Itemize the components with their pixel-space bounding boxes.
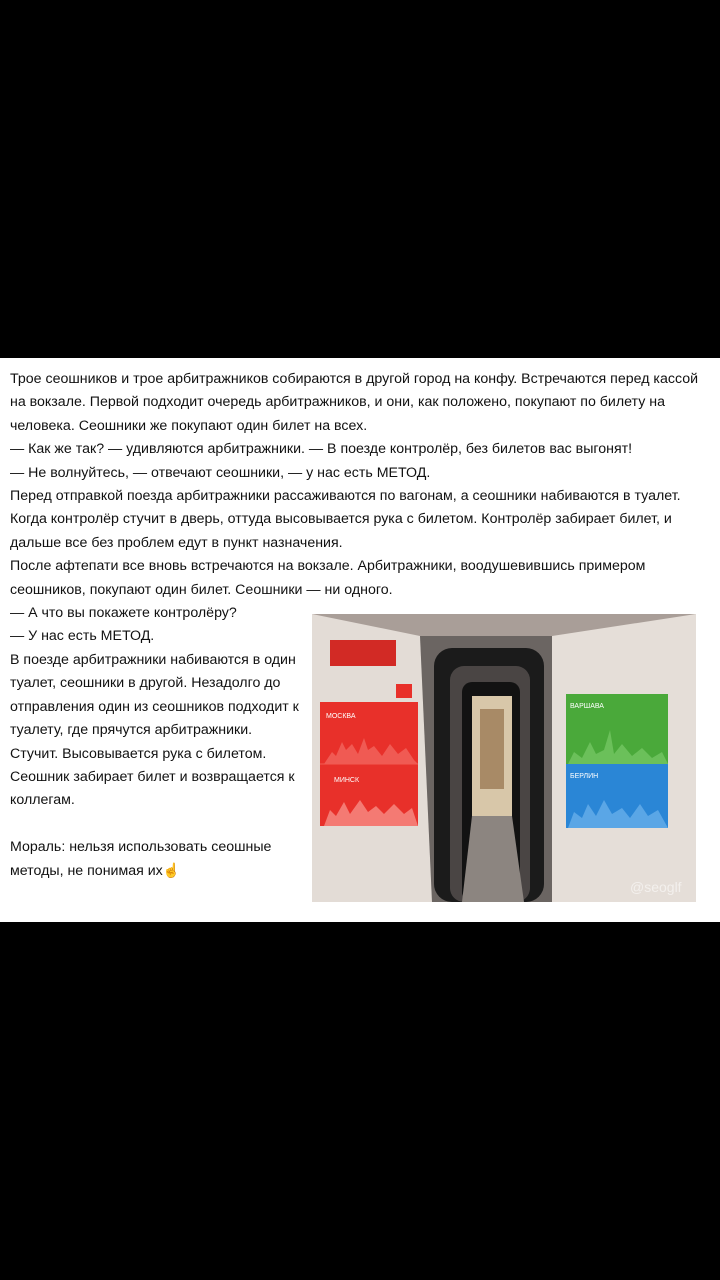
paragraph-return: После афтепати все вновь встречаются на вокзале. Арбитражники, воодушевившись примером сеошников, покупают один билет. Сеошники — ни одного. <box>10 558 646 598</box>
train-corridor-image <box>312 614 696 902</box>
post-text-column <box>10 649 302 884</box>
dialog-line-1: — Как же так? — удивляются арбитражники. — В поезде контролёр, без билетов вас выгонят! <box>10 441 633 458</box>
dialog-line-2: — Не волнуйтесь, — отвечают сеошники, — у нас есть МЕТОД. <box>10 464 431 481</box>
watermark: @seoglf <box>630 879 682 895</box>
train-photo <box>312 614 696 902</box>
paragraph-intro: Трое сеошников и трое арбитражников собираются в другой город на конфу. Встречаются перед кассой на вокзале. Первой подходит очередь арбитражников, и они, как положено, покупают по билету на человека. Сеошники же покупают один билет на всех. <box>10 371 699 434</box>
dialog-line-4: — У нас есть МЕТОД. <box>10 628 155 645</box>
paragraph-train: Перед отправкой поезда арбитражники рассаживаются по вагонам, а сеошники набиваются в туалет. Когда контролёр стучит в дверь, оттуда высовывается рука с билетом. Контролёр забирает билет, и дальше все без проблем едут в пункт назначения. <box>10 488 681 551</box>
city-label-moscow: МОСКВА <box>326 713 356 720</box>
paragraph-ending: В поезде арбитражники набиваются в один туалет, сеошники в другой. Незадолго до отправления один из сеошников подходит к туалету, где прячутся арбитражники. Стучит. Высовывается рука с билетом. Сеошник забирает билет и возвращается к коллегам. <box>10 652 299 809</box>
post-card <box>0 358 720 922</box>
city-label-minsk: МИНСК <box>334 777 360 784</box>
paragraph-moral <box>10 836 302 884</box>
moral-text: Мораль: нельзя использовать сеошные методы, не понимая их <box>10 838 272 880</box>
post-text-full-width <box>10 368 715 649</box>
dialog-line-3: — А что вы покажете контролёру? <box>10 605 237 622</box>
pointing-hand-icon: ☝ <box>162 862 181 879</box>
city-label-berlin: БЕРЛИН <box>570 773 599 780</box>
city-label-warsaw: ВАРШАВА <box>570 703 604 710</box>
